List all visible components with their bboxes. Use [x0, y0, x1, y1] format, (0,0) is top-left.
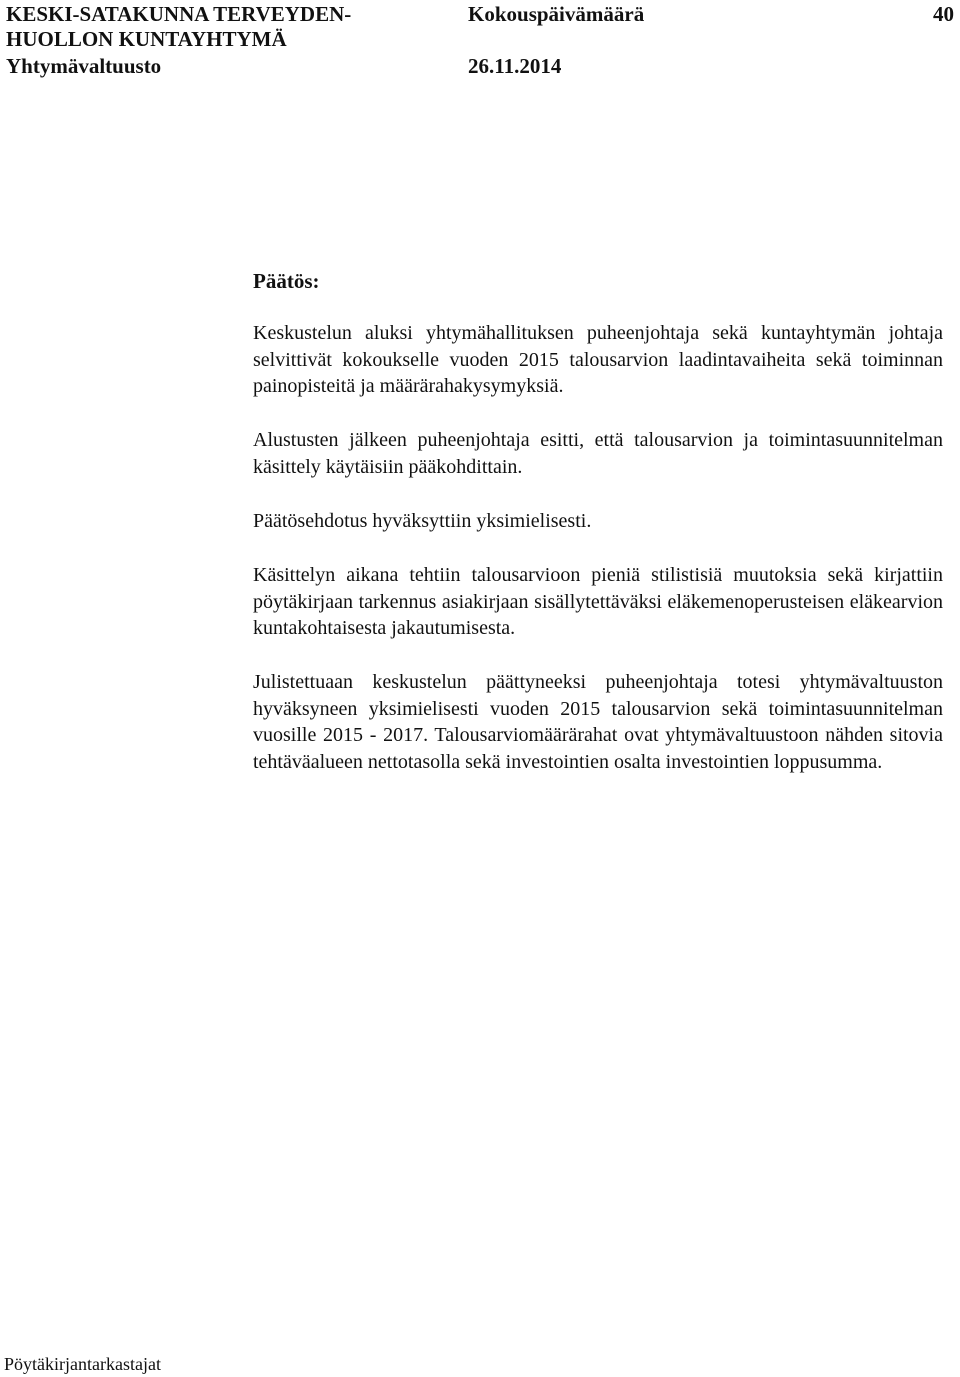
- meeting-date: 26.11.2014: [468, 54, 562, 78]
- decision-paragraph-3: Päätösehdotus hyväksyttiin yksimielisesti.: [253, 510, 592, 532]
- decision-paragraph-4: Käsittelyn aikana tehtiin talousarvioon pieniä stilistisiä muutoksia sekä kirjattiin pöytäkirjaan tarkennus asiakirjaan sisällytettäväksi eläkemenoperusteisen eläkearvion kuntakohtaisesta jakautumisesta.: [253, 564, 943, 639]
- decision-paragraph-1: Keskustelun aluksi yhtymähallituksen puheenjohtaja sekä kuntayhtymän johtaja selvittivät kokoukselle vuoden 2015 talousarvion laadintavaiheita sekä toiminnan painopisteitä ja määrärahakysymyksiä.: [253, 322, 943, 397]
- decision-paragraph-5: Julistettuaan keskustelun päättyneeksi puheenjohtaja totesi yhtymävaltuuston hyväksyneen yksimielisesti vuoden 2015 talousarvion sekä toimintasuunnitelman vuosille 2015 - 2017. Talousarviomäärärahat ovat yhtymävaltuustoon nähden sitovia tehtäväalueen nettotasolla sekä investointien osalta investointien loppusumma.: [253, 671, 943, 773]
- decision-heading: Päätös:: [253, 269, 320, 293]
- page-number: 40: [933, 2, 954, 26]
- organization-name-line-1: KESKI-SATAKUNNA TERVEYDEN-: [6, 2, 352, 26]
- meeting-date-label: Kokouspäivämäärä: [468, 2, 645, 26]
- organization-name-line-2: HUOLLON KUNTAYHTYMÄ: [6, 27, 287, 51]
- decision-paragraph-2: Alustusten jälkeen puheenjohtaja esitti, että talousarvion ja toimintasuunnitelman käsittely käytäisiin pääkohdittain.: [253, 429, 943, 478]
- body-name: Yhtymävaltuusto: [6, 54, 162, 78]
- footer-signatories-label: Pöytäkirjantarkastajat: [4, 1354, 161, 1374]
